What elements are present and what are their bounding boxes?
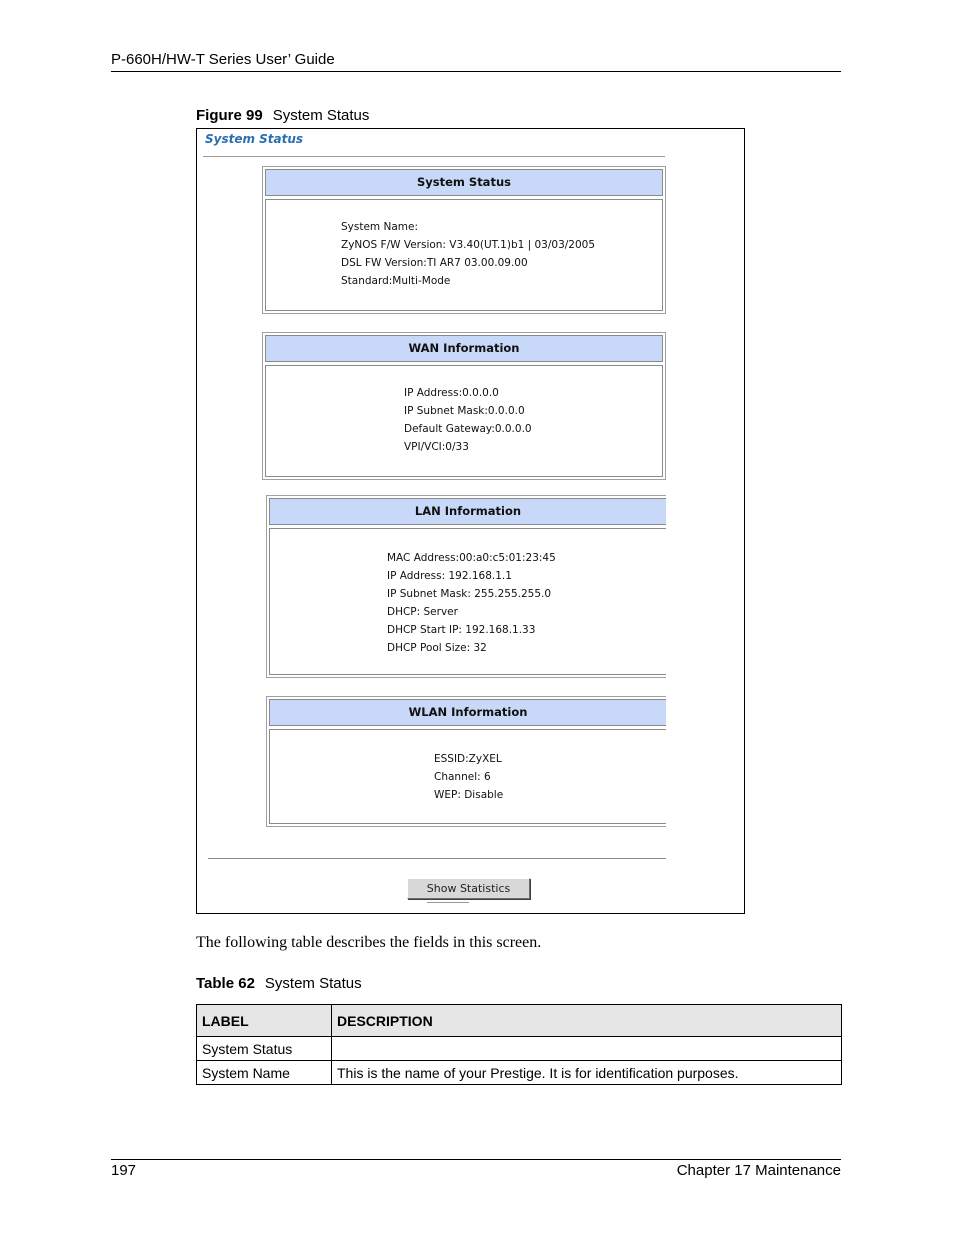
lan-dhcp-start-ip-line: DHCP Start IP: 192.168.1.33 — [387, 624, 536, 636]
wan-default-gateway-line: Default Gateway:0.0.0.0 — [404, 423, 532, 435]
lan-information-body — [269, 528, 666, 675]
table-header-row — [197, 1005, 842, 1037]
label-column-header: LABEL — [197, 1005, 332, 1037]
page-number: 197 — [111, 1162, 137, 1179]
wlan-essid-line: ESSID:ZyXEL — [434, 753, 502, 765]
intro-paragraph: The following table describes the fields in this screen. — [196, 934, 542, 951]
wan-information-panel — [262, 332, 666, 480]
show-statistics-button[interactable]: Show Statistics — [407, 878, 530, 899]
wlan-information-heading: WLAN Information — [269, 699, 666, 726]
chapter-title: Chapter 17 Maintenance — [676, 1162, 841, 1179]
lan-ip-address-line: IP Address: 192.168.1.1 — [387, 570, 512, 582]
system-status-panel — [262, 166, 666, 314]
row-description: This is the name of your Prestige. It is for identification purposes. — [332, 1061, 842, 1085]
row-label: System Status — [197, 1037, 332, 1061]
wlan-wep-line: WEP: Disable — [434, 789, 504, 801]
lan-mac-address-line: MAC Address:00:a0:c5:01:23:45 — [387, 552, 556, 564]
figure-label: Figure 99 — [196, 107, 263, 124]
lan-subnet-mask-line: IP Subnet Mask: 255.255.255.0 — [387, 588, 552, 600]
system-status-body — [265, 199, 663, 311]
figure-title: System Status — [272, 107, 370, 124]
lan-information-panel — [266, 495, 666, 678]
system-name-line: System Name: — [341, 221, 419, 233]
system-status-heading: System Status — [265, 169, 663, 196]
lan-dhcp-line: DHCP: Server — [387, 606, 458, 618]
standard-line: Standard:Multi-Mode — [341, 275, 451, 287]
wlan-information-panel — [266, 696, 666, 827]
screen-title-divider — [203, 156, 665, 157]
table-row — [197, 1037, 842, 1061]
wan-information-body — [265, 365, 663, 477]
footer-divider — [111, 1159, 841, 1160]
wan-subnet-mask-line: IP Subnet Mask:0.0.0.0 — [404, 405, 525, 417]
lan-information-heading: LAN Information — [269, 498, 666, 525]
table-row — [197, 1061, 842, 1085]
wlan-information-body — [269, 729, 666, 824]
wlan-channel-line: Channel: 6 — [434, 771, 491, 783]
table-label: Table 62 — [196, 975, 255, 992]
wan-ip-address-line: IP Address:0.0.0.0 — [404, 387, 499, 399]
row-label: System Name — [197, 1061, 332, 1085]
figure-caption — [196, 107, 369, 124]
wan-information-heading: WAN Information — [265, 335, 663, 362]
table-caption — [196, 975, 362, 992]
screen-bottom-divider — [208, 858, 666, 859]
dsl-firmware-line: DSL FW Version:TI AR7 03.00.09.00 — [341, 257, 528, 269]
lan-dhcp-pool-size-line: DHCP Pool Size: 32 — [387, 642, 487, 654]
header-divider — [111, 71, 841, 72]
description-column-header: DESCRIPTION — [332, 1005, 842, 1037]
document-header-title: P-660H/HW-T Series User’ Guide — [111, 51, 335, 68]
table-title: System Status — [264, 975, 362, 992]
button-underline — [427, 902, 469, 903]
firmware-version-line: ZyNOS F/W Version: V3.40(UT.1)b1 | 03/03/2005 — [341, 239, 596, 251]
wan-vpi-vci-line: VPI/VCI:0/33 — [404, 441, 469, 453]
screen-title: System Status — [205, 132, 304, 146]
row-description — [332, 1037, 842, 1061]
system-status-description-table — [196, 1004, 842, 1085]
